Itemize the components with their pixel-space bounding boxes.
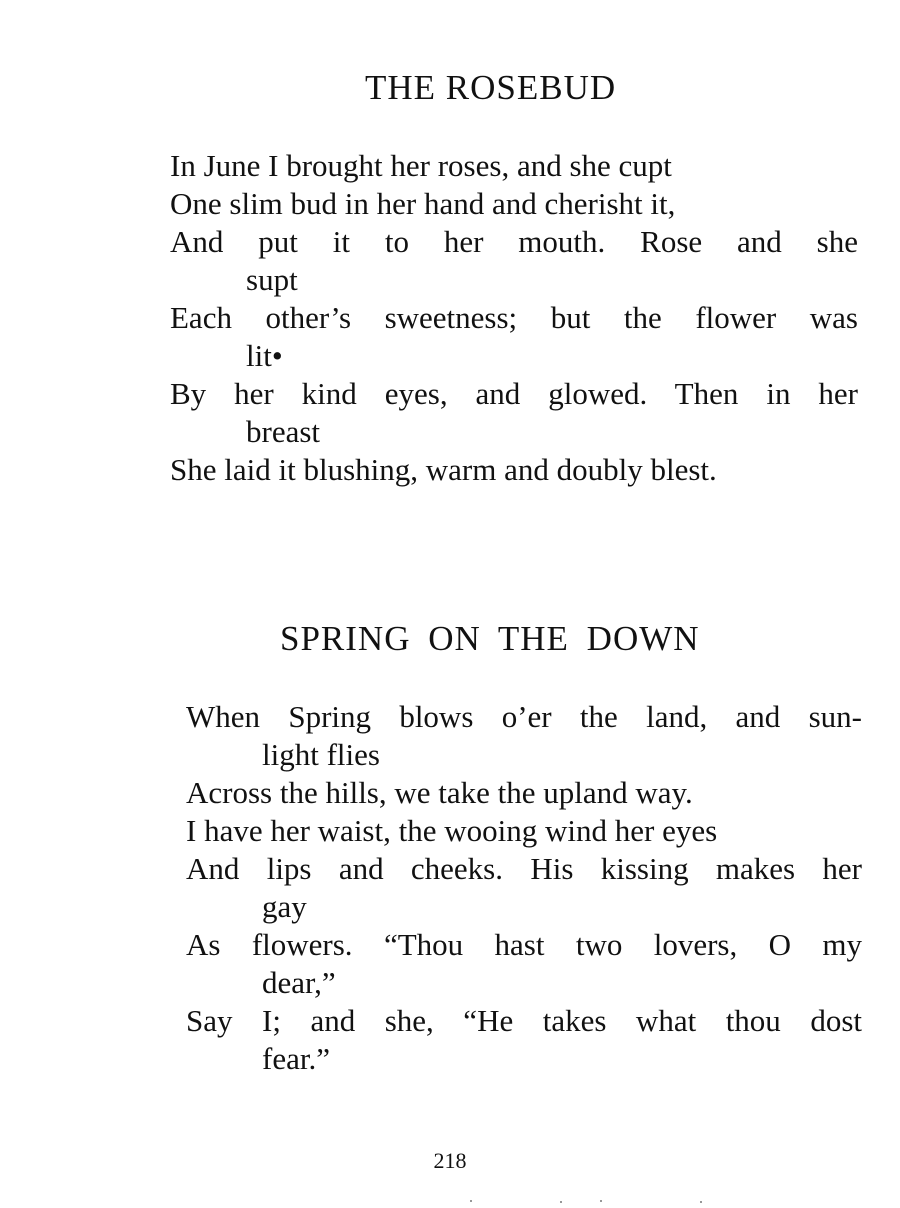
poem-body-rosebud	[170, 147, 858, 489]
page-number: 218	[433, 1148, 467, 1173]
poem-line: Say I; and she, “He takes what thou dost	[186, 1003, 862, 1038]
poem-line: I have her waist, the wooing wind her eyes	[186, 813, 718, 848]
poem-line: One slim bud in her hand and cherisht it,	[170, 186, 676, 221]
poem-line-continuation: supt	[246, 262, 298, 297]
poem-line: In June I brought her roses, and she cupt	[170, 148, 672, 183]
scan-speck	[470, 1200, 472, 1202]
poem-line: And lips and cheeks. His kissing makes her	[186, 851, 862, 886]
poem-line-continuation: lit•	[246, 338, 283, 373]
scan-speck	[700, 1201, 702, 1203]
poem-line: When Spring blows o’er the land, and sun-	[186, 699, 862, 734]
poem-line: Across the hills, we take the upland way.	[186, 775, 693, 810]
poem-line-continuation: light flies	[262, 737, 380, 772]
poem-line: And put it to her mouth. Rose and she	[170, 224, 858, 259]
scan-speck	[600, 1200, 602, 1202]
poem-title-spring-on-the-down: SPRING ON THE DOWN	[280, 619, 700, 658]
poem-line: As flowers. “Thou hast two lovers, O my	[186, 927, 862, 962]
poem-line-continuation: dear,”	[262, 965, 336, 1000]
poem-line-continuation: fear.”	[262, 1041, 330, 1076]
poem-line: She laid it blushing, warm and doubly blest.	[170, 452, 717, 487]
poem-line: By her kind eyes, and glowed. Then in her	[170, 376, 858, 411]
poem-body-spring-on-the-down	[186, 698, 862, 1078]
scan-speck	[560, 1201, 562, 1203]
poem-line: Each other’s sweetness; but the flower was	[170, 300, 858, 335]
poem-line-continuation: gay	[262, 889, 307, 924]
poem-line-continuation: breast	[246, 414, 321, 449]
poem-title-rosebud: THE ROSEBUD	[365, 68, 617, 107]
